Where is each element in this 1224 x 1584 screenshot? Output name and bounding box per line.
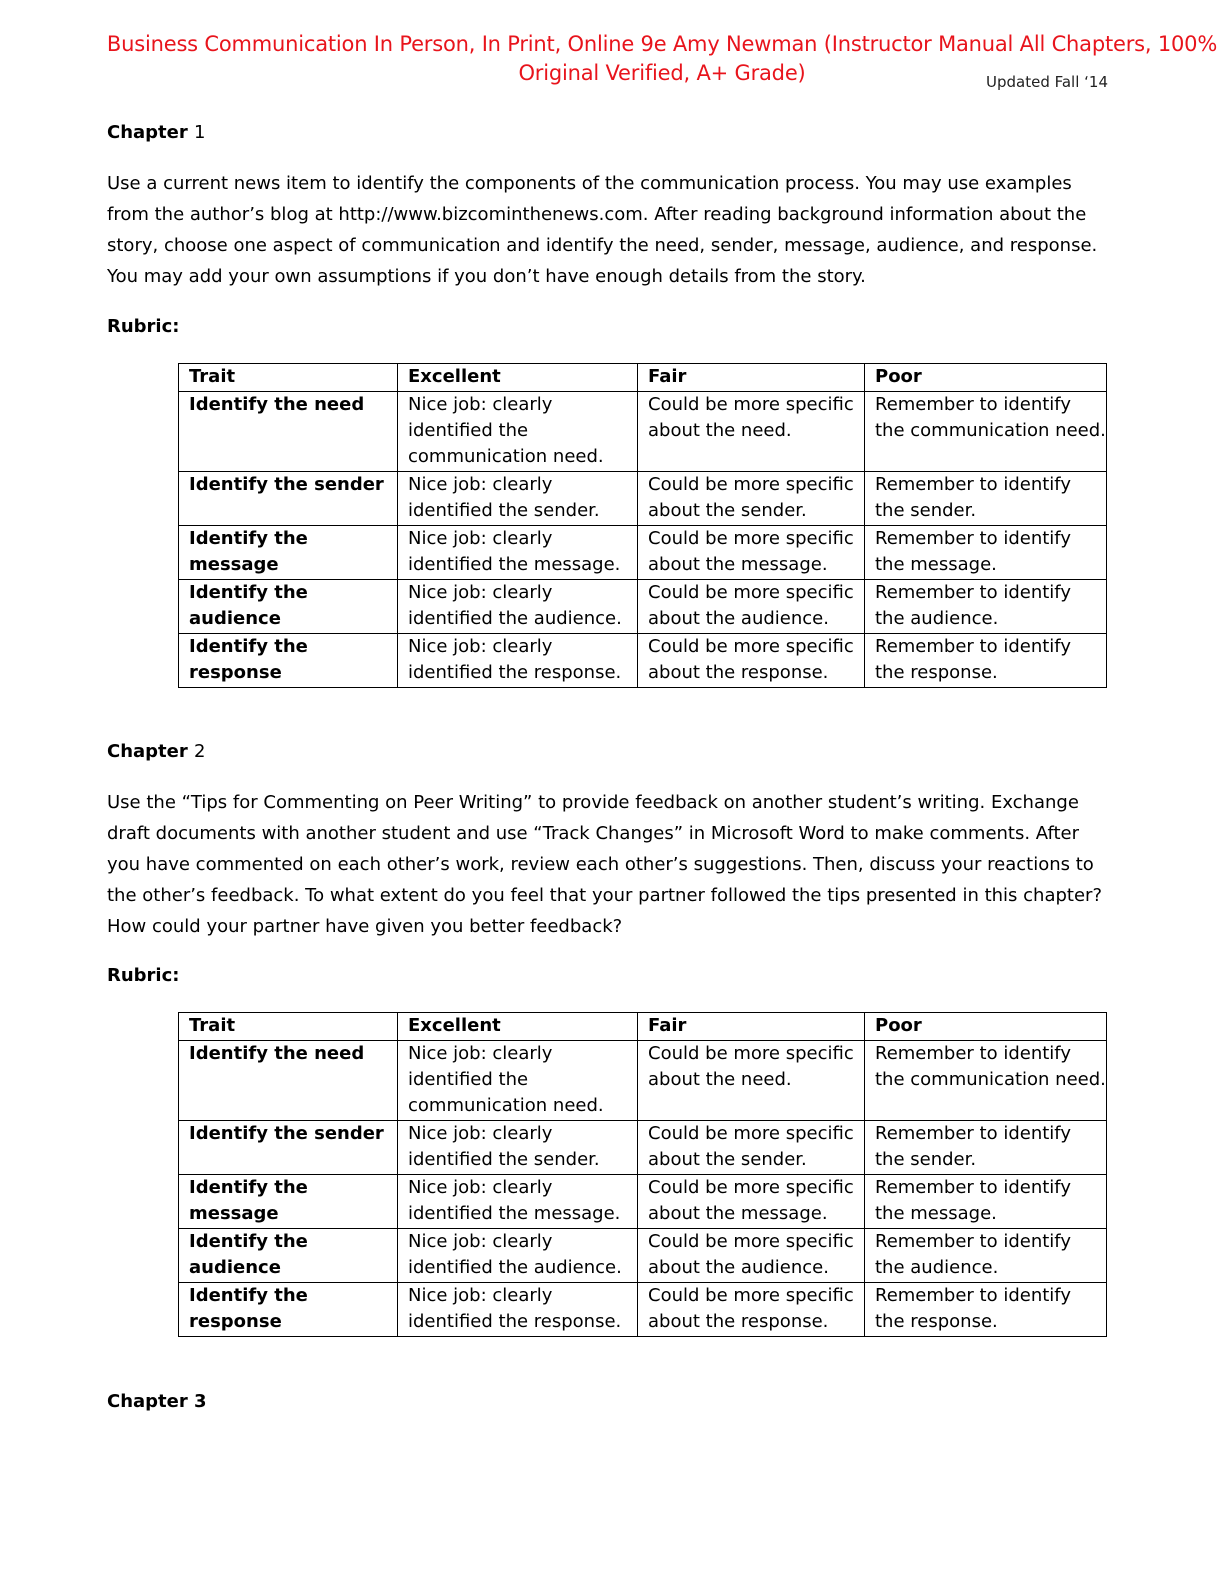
trait-cell: Identify the audience — [179, 1229, 398, 1283]
chapter-2-paragraph: Use the “Tips for Commenting on Peer Writing” to provide feedback on another student’s writing. Exchange draft documents with another student and use “Track Changes” in Microsoft Word to make comments. After you have commented on each other’s work, review each other’s suggestions. Then, discuss your reactions to the other’s feedback. To what extent do you feel that your partner followed the tips presented in this chapter? How could your partner have given you better feedback? — [107, 792, 1103, 937]
fair-cell: Could be more specific about the need. — [638, 392, 865, 472]
table-header-row — [179, 364, 1107, 392]
excellent-cell: Nice job: clearly identified the response. — [398, 634, 638, 688]
excellent-cell: Nice job: clearly identified the sender. — [398, 1121, 638, 1175]
excellent-cell: Nice job: clearly identified the communication need. — [398, 392, 638, 472]
table-row — [179, 526, 1107, 580]
poor-cell: Remember to identify the response. — [865, 1283, 1107, 1337]
chapter-1-heading — [107, 122, 205, 143]
banner-line-1: Business Communication In Person, In Print, Online 9e Amy Newman (Instructor Manual All Chapters, 100% — [106, 32, 1218, 56]
poor-cell: Remember to identify the message. — [865, 526, 1107, 580]
chapter-1-paragraph: Use a current news item to identify the components of the communication process. You may use examples from the author’s blog at http://www.bizcominthenews.com. After reading background information about the story, choose one aspect of communication and identify the need, sender, message, audience, and response. You may add your own assumptions if you don’t have enough details from the story. — [107, 173, 1098, 287]
header-poor: Poor — [865, 1013, 1107, 1041]
fair-cell: Could be more specific about the response. — [638, 1283, 865, 1337]
trait-cell: Identify the audience — [179, 580, 398, 634]
header-excellent: Excellent — [398, 364, 638, 392]
table-row — [179, 634, 1107, 688]
fair-cell: Could be more specific about the sender. — [638, 1121, 865, 1175]
fair-cell: Could be more specific about the sender. — [638, 472, 865, 526]
fair-cell: Could be more specific about the need. — [638, 1041, 865, 1121]
excellent-cell: Nice job: clearly identified the audience. — [398, 1229, 638, 1283]
trait-cell: Identify the need — [179, 392, 398, 472]
table-row — [179, 1283, 1107, 1337]
chapter-heading-number: 1 — [194, 122, 206, 143]
table-row — [179, 1229, 1107, 1283]
header-trait: Trait — [179, 364, 398, 392]
chapter-1-rubric-label: Rubric: — [107, 316, 180, 337]
chapter-2-rubric-label: Rubric: — [107, 965, 180, 986]
trait-cell: Identify the need — [179, 1041, 398, 1121]
chapter-3-heading — [107, 1391, 207, 1412]
table-header-row — [179, 1013, 1107, 1041]
table-row — [179, 580, 1107, 634]
excellent-cell: Nice job: clearly identified the audience. — [398, 580, 638, 634]
table-row — [179, 1121, 1107, 1175]
poor-cell: Remember to identify the audience. — [865, 1229, 1107, 1283]
header-trait: Trait — [179, 1013, 398, 1041]
fair-cell: Could be more specific about the audience. — [638, 1229, 865, 1283]
header-fair: Fair — [638, 364, 865, 392]
excellent-cell: Nice job: clearly identified the sender. — [398, 472, 638, 526]
excellent-cell: Nice job: clearly identified the response. — [398, 1283, 638, 1337]
chapter-heading-word: Chapter — [107, 1391, 188, 1412]
poor-cell: Remember to identify the message. — [865, 1175, 1107, 1229]
header-fair: Fair — [638, 1013, 865, 1041]
chapter-heading-word: Chapter — [107, 741, 188, 762]
fair-cell: Could be more specific about the message. — [638, 1175, 865, 1229]
fair-cell: Could be more specific about the message. — [638, 526, 865, 580]
chapter-heading-number: 3 — [194, 1391, 207, 1412]
header-poor: Poor — [865, 364, 1107, 392]
poor-cell: Remember to identify the sender. — [865, 1121, 1107, 1175]
chapter-2-heading — [107, 741, 205, 762]
chapter-1-rubric-table — [178, 363, 1107, 688]
trait-cell: Identify the response — [179, 634, 398, 688]
table-row — [179, 472, 1107, 526]
fair-cell: Could be more specific about the audience. — [638, 580, 865, 634]
banner-line-2: Original Verified, A+ Grade) — [518, 61, 806, 85]
poor-cell: Remember to identify the response. — [865, 634, 1107, 688]
excellent-cell: Nice job: clearly identified the message. — [398, 526, 638, 580]
poor-cell: Remember to identify the communication need. — [865, 1041, 1107, 1121]
table-row — [179, 1041, 1107, 1121]
header-excellent: Excellent — [398, 1013, 638, 1041]
excellent-cell: Nice job: clearly identified the communication need. — [398, 1041, 638, 1121]
trait-cell: Identify the message — [179, 526, 398, 580]
trait-cell: Identify the sender — [179, 472, 398, 526]
fair-cell: Could be more specific about the response. — [638, 634, 865, 688]
excellent-cell: Nice job: clearly identified the message. — [398, 1175, 638, 1229]
trait-cell: Identify the message — [179, 1175, 398, 1229]
table-row — [179, 1175, 1107, 1229]
trait-cell: Identify the sender — [179, 1121, 398, 1175]
poor-cell: Remember to identify the sender. — [865, 472, 1107, 526]
table-row — [179, 392, 1107, 472]
chapter-heading-number: 2 — [194, 741, 206, 762]
chapter-heading-word: Chapter — [107, 122, 188, 143]
poor-cell: Remember to identify the audience. — [865, 580, 1107, 634]
updated-note: Updated Fall ‘14 — [986, 73, 1109, 91]
trait-cell: Identify the response — [179, 1283, 398, 1337]
chapter-2-rubric-table — [178, 1012, 1107, 1337]
poor-cell: Remember to identify the communication need. — [865, 392, 1107, 472]
